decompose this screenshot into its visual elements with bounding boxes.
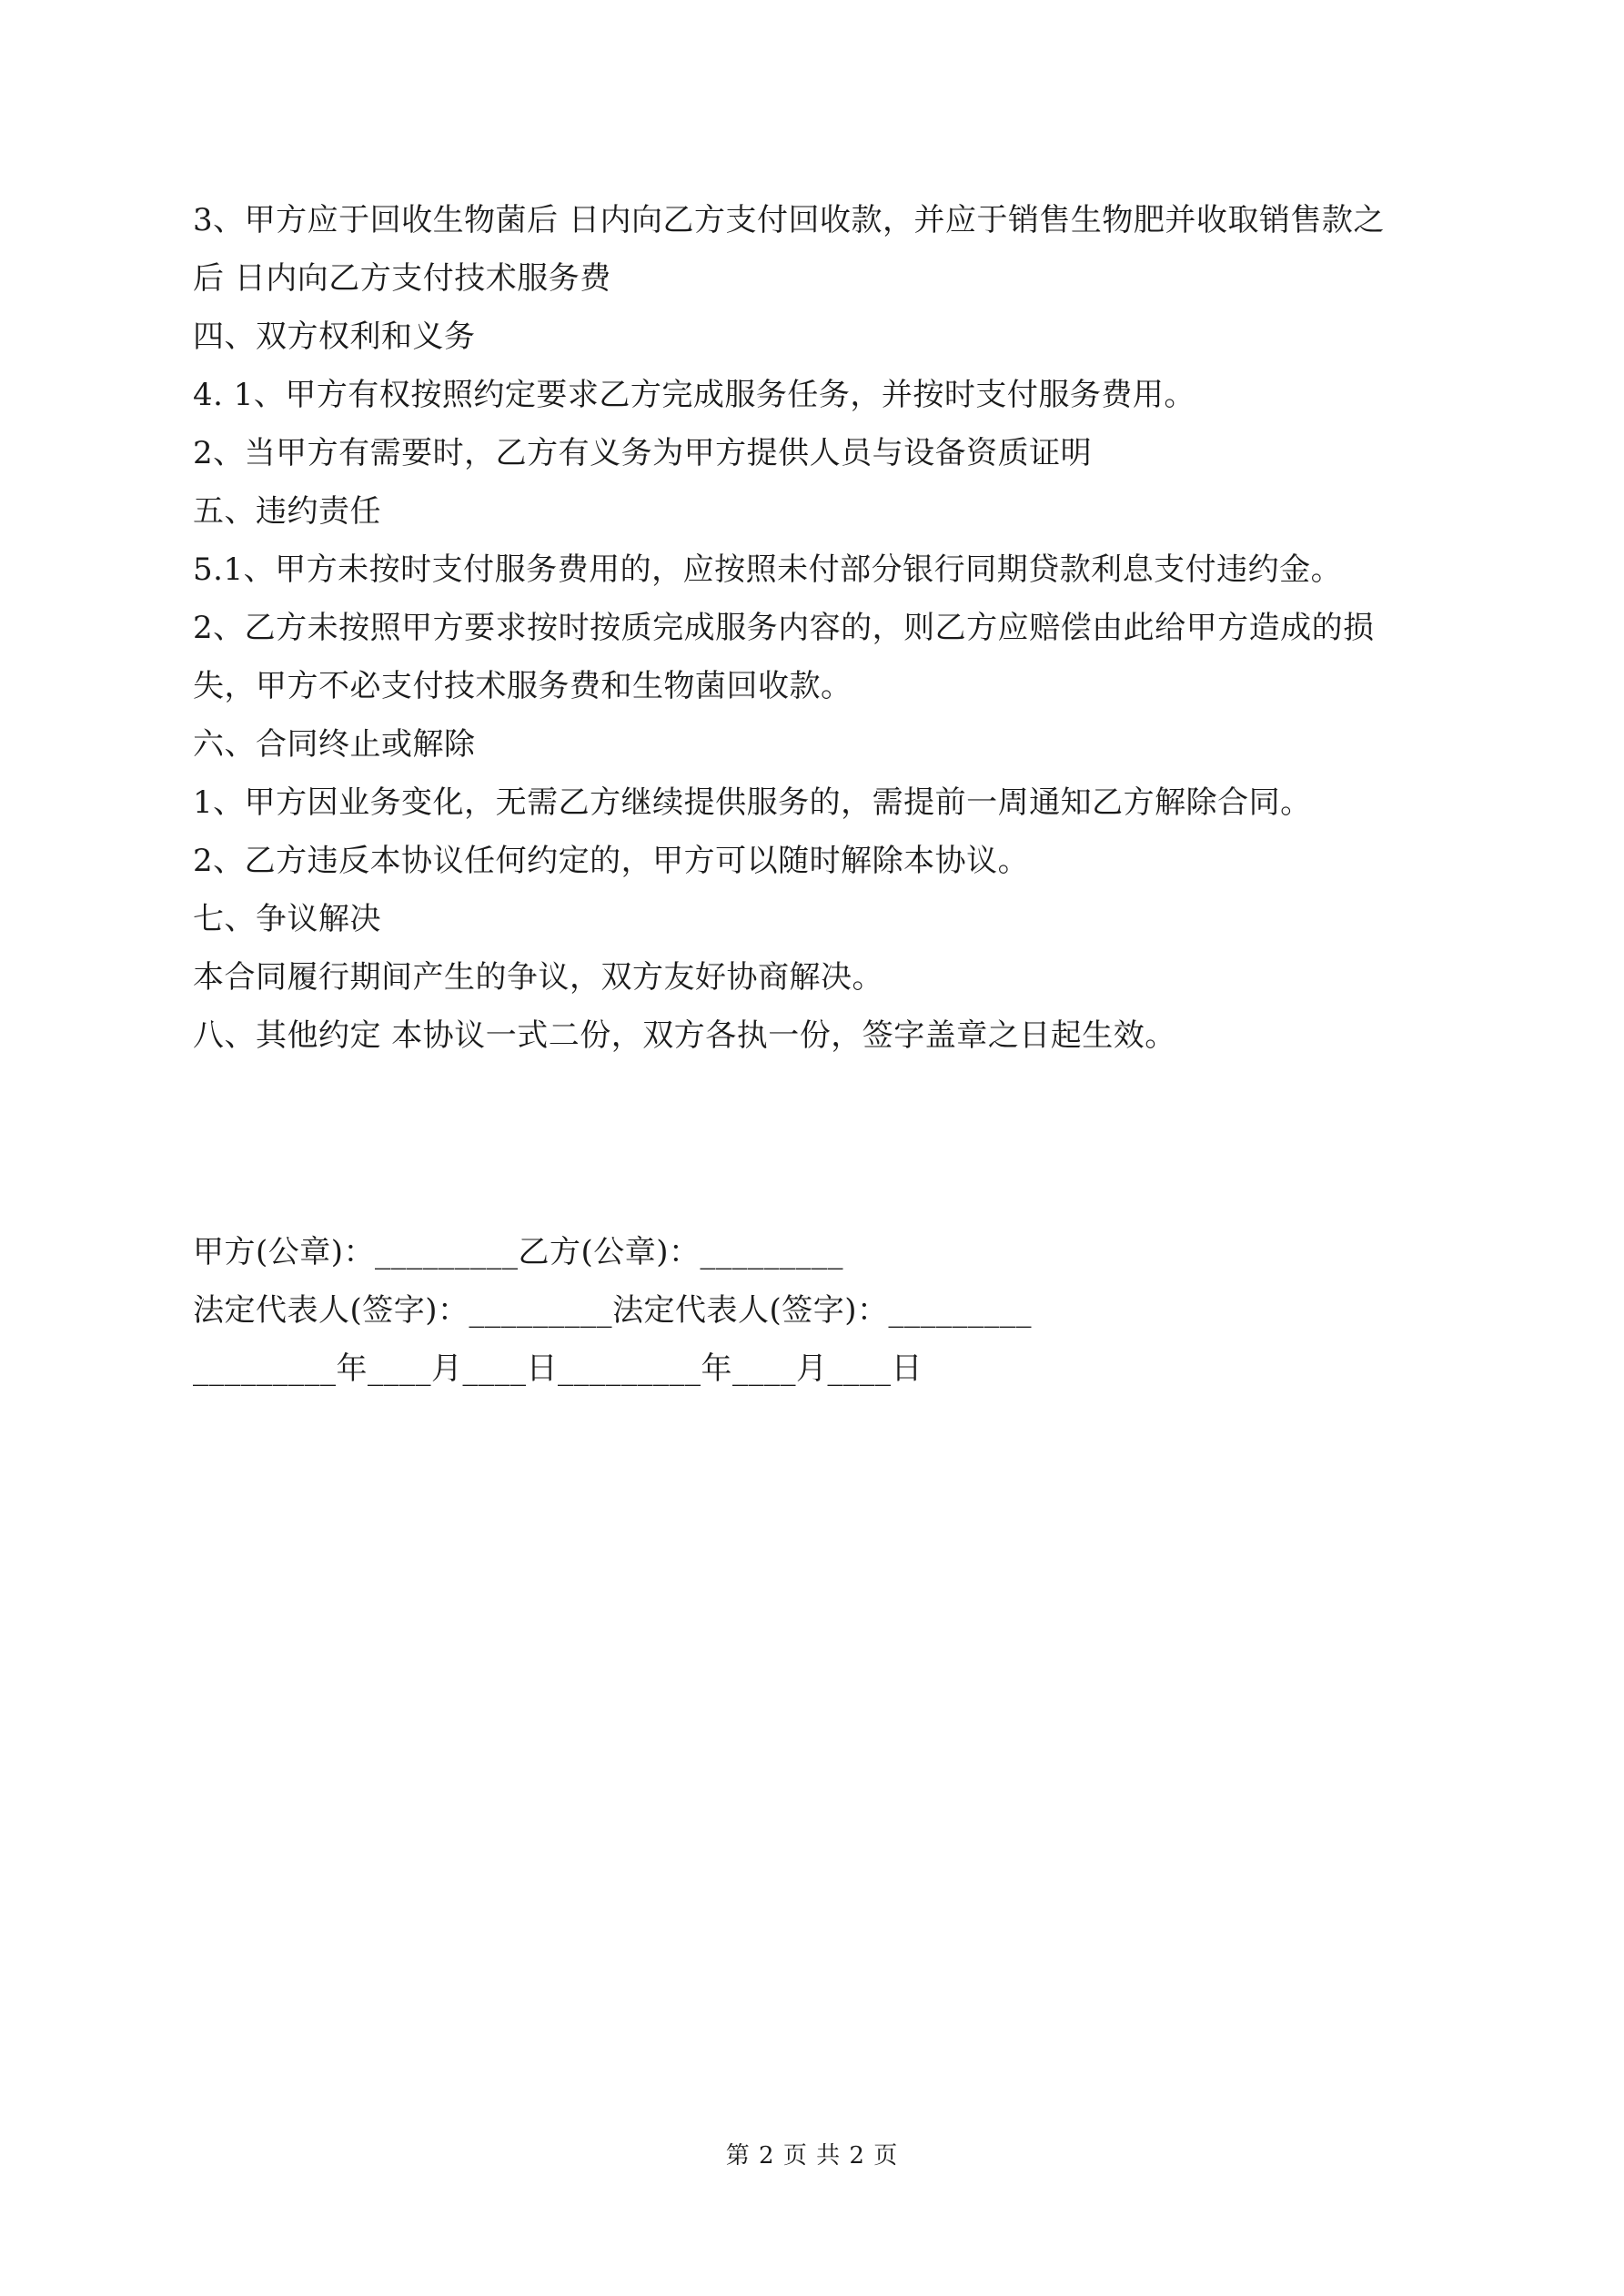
clause-line: 2、乙方违反本协议任何约定的，甲方可以随时解除本协议。 bbox=[193, 843, 1030, 879]
seal-line: 甲方(公章)：_________乙方(公章)：_________ bbox=[193, 1234, 844, 1270]
date-line: _________年____月____日_________年____月____日 bbox=[193, 1350, 923, 1387]
clause-line: 1、甲方因业务变化，无需乙方继续提供服务的，需提前一周通知乙方解除合同。 bbox=[193, 784, 1312, 821]
signature-block bbox=[193, 1234, 1448, 1409]
clause-line: 失，甲方不必支付技术服务费和生物菌回收款。 bbox=[193, 668, 852, 704]
clause-line: 后 日内向乙方支付技术服务费 bbox=[193, 260, 611, 297]
section-heading: 七、争议解决 bbox=[193, 901, 381, 937]
clause-line: 八、其他约定 本协议一式二份，双方各执一份，签字盖章之日起生效。 bbox=[193, 1017, 1176, 1054]
clause-line: 本合同履行期间产生的争议，双方友好协商解决。 bbox=[193, 959, 883, 996]
clause-line: 2、当甲方有需要时，乙方有义务为甲方提供人员与设备资质证明 bbox=[193, 435, 1093, 471]
page-footer: 第 2 页 共 2 页 bbox=[725, 2142, 899, 2170]
clause-line: 5.1、甲方未按时支付服务费用的，应按照未付部分银行同期贷款利息支付违约金。 bbox=[193, 551, 1343, 588]
clause-line: 3、甲方应于回收生物菌后 日内向乙方支付回收款，并应于销售生物肥并收取销售款之 bbox=[193, 202, 1385, 238]
section-heading: 六、合同终止或解除 bbox=[193, 726, 476, 763]
representative-line: 法定代表人(签字)：_________法定代表人(签字)：_________ bbox=[193, 1292, 1033, 1329]
contract-body bbox=[193, 202, 1448, 1076]
clause-line: 2、乙方未按照甲方要求按时按质完成服务内容的，则乙方应赔偿由此给甲方造成的损 bbox=[193, 610, 1375, 646]
section-heading: 五、违约责任 bbox=[193, 493, 381, 530]
clause-line: 4. 1、甲方有权按照约定要求乙方完成服务任务，并按时支付服务费用。 bbox=[193, 377, 1195, 413]
section-heading: 四、双方权利和义务 bbox=[193, 319, 476, 355]
